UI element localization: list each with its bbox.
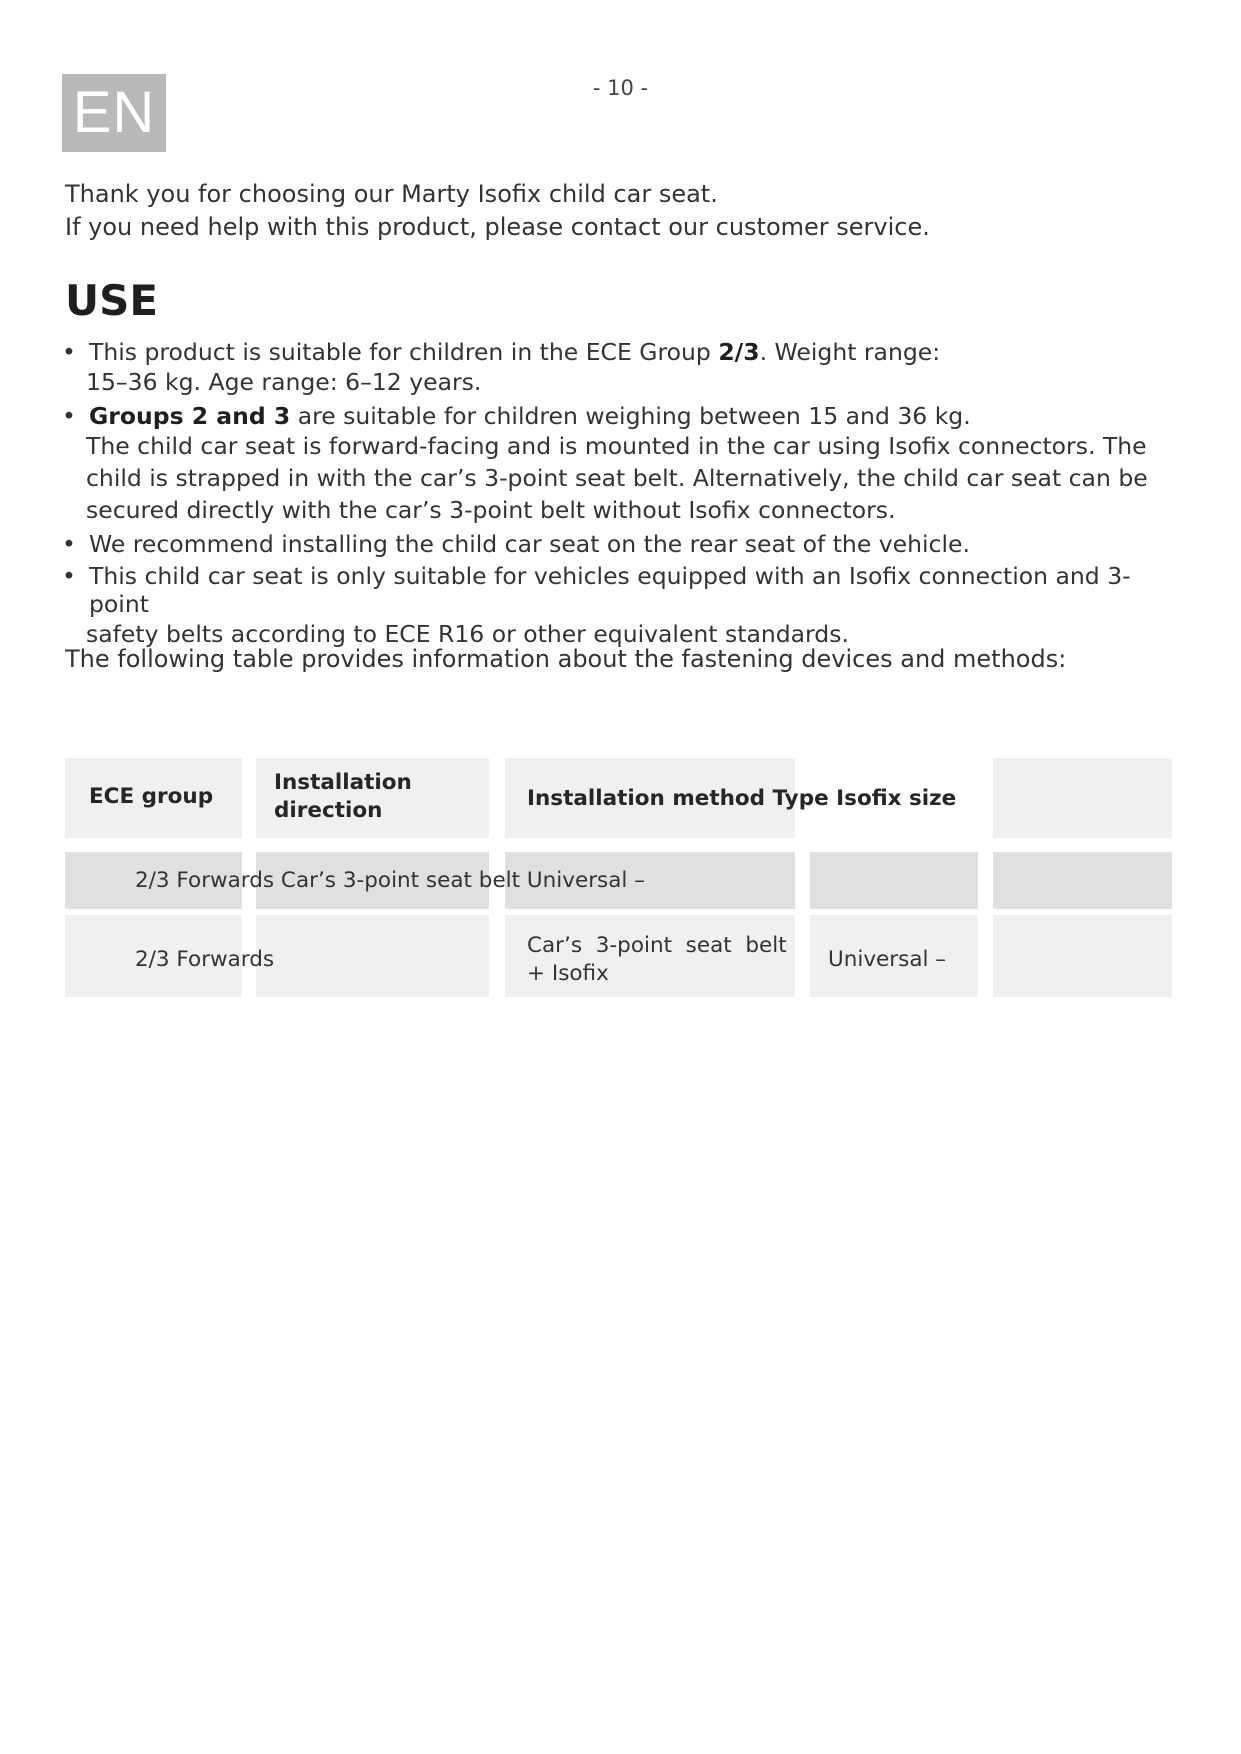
bullet-text: . Weight range: bbox=[759, 338, 941, 366]
table-header-cell bbox=[256, 758, 489, 838]
header-direction-line-1: Installation bbox=[274, 770, 412, 795]
header-method-type-size: Installation method Type Isofix size bbox=[527, 786, 957, 811]
row2-group-direction: 2/3 Forwards bbox=[135, 947, 275, 972]
table-header-cell bbox=[505, 758, 957, 838]
bullet-icon: • bbox=[62, 338, 76, 366]
table-header-cell bbox=[993, 758, 1172, 838]
bullet-text: This product is suitable for children in the ECE Group bbox=[89, 338, 719, 366]
bullet-text: We recommend installing the child car seat on the rear seat of the vehicle. bbox=[89, 530, 970, 558]
list-item bbox=[62, 562, 1182, 650]
intro-line-1: Thank you for choosing our Marty Isofix child car seat. bbox=[65, 180, 718, 208]
table-cell bbox=[810, 852, 978, 909]
table-cell bbox=[65, 852, 645, 909]
list-item bbox=[62, 402, 1182, 526]
header-direction-line-2: direction bbox=[274, 798, 383, 823]
row2-method-line-2: + Isofix bbox=[527, 961, 609, 986]
bullet-continuation: 15–36 kg. Age range: 6–12 years. bbox=[86, 368, 482, 396]
page-number: - 10 - bbox=[592, 76, 649, 100]
row2-method-line-1: Car’s 3-point seat belt bbox=[527, 933, 787, 958]
table-header-cell bbox=[65, 758, 242, 838]
bullet-icon: • bbox=[62, 562, 76, 590]
row1-text: 2/3 Forwards Car’s 3-point seat belt Universal – bbox=[135, 868, 645, 893]
table-intro: The following table provides information about the fastening devices and methods: bbox=[65, 645, 1067, 673]
section-heading: USE bbox=[65, 276, 159, 325]
table-cell bbox=[993, 852, 1172, 909]
table-cell bbox=[256, 915, 489, 997]
bullet-text: This child car seat is only suitable for vehicles equipped with an Isofix connection and 3-point bbox=[89, 562, 1131, 618]
bullet-continuation: safety belts according to ECE R16 or other equivalent standards. bbox=[86, 620, 849, 648]
language-badge: EN bbox=[62, 74, 166, 152]
row2-type: Universal – bbox=[828, 947, 947, 972]
intro-line-2: If you need help with this product, please contact our customer service. bbox=[65, 213, 930, 241]
intro-text bbox=[65, 178, 1185, 244]
bullet-icon: • bbox=[62, 530, 76, 558]
bullet-list bbox=[62, 338, 1182, 654]
table-header-cell bbox=[810, 758, 978, 838]
list-item bbox=[62, 530, 1182, 558]
table-cell bbox=[65, 915, 275, 997]
header-ece-group: ECE group bbox=[89, 784, 214, 809]
bullet-icon: • bbox=[62, 402, 76, 430]
bullet-bold: 2/3 bbox=[718, 338, 760, 366]
bullet-bold: Groups 2 and 3 bbox=[89, 402, 291, 430]
bullet-text: are suitable for children weighing between 15 and 36 kg. bbox=[290, 402, 971, 430]
table-cell bbox=[505, 915, 795, 997]
list-item bbox=[62, 338, 1182, 398]
table-cell bbox=[993, 915, 1172, 997]
table-cell bbox=[810, 915, 978, 997]
bullet-continuation: The child car seat is forward-facing and is mounted in the car using Isofix connectors. The child is strapped in with the car’s 3-point seat belt. Alternatively, the child car seat can be secured directly with the car’s 3-point belt without Isofix connectors. bbox=[86, 432, 1148, 524]
